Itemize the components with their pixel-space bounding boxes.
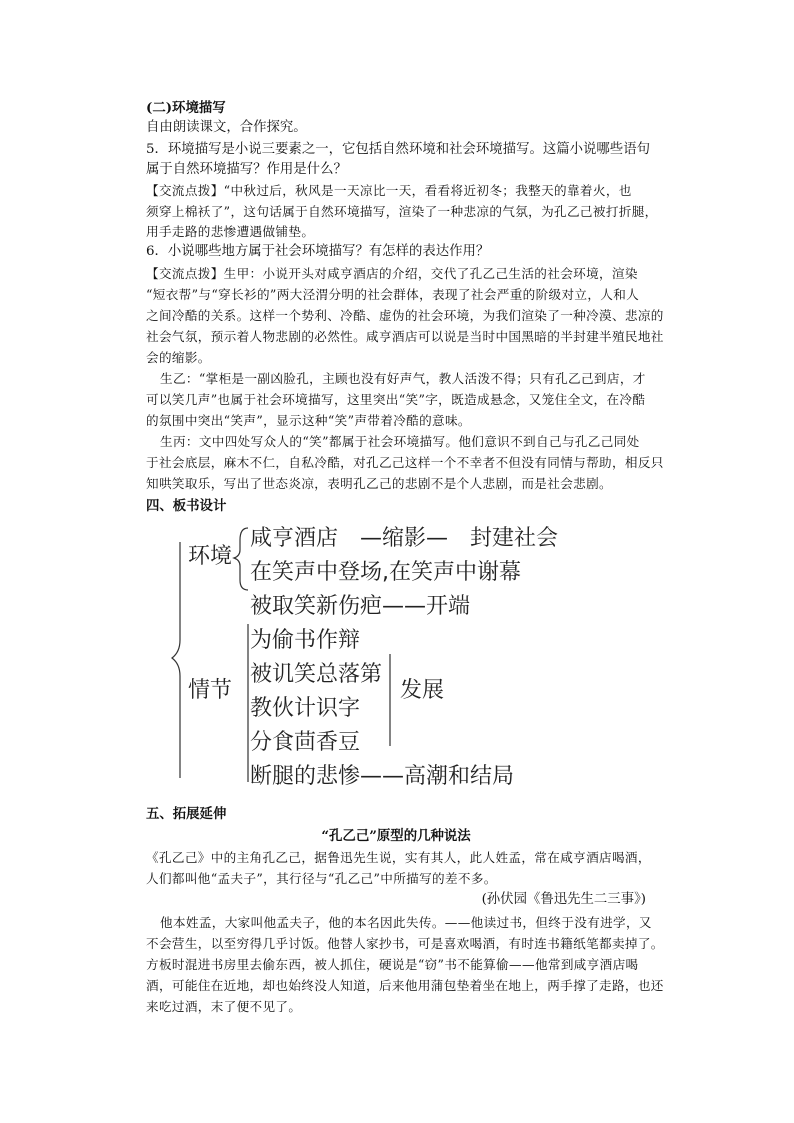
board-label-development: 发展 [400, 678, 445, 703]
answer-6-b-line-2: 可以笑几声”也属于社会环境描写，这里突出“笑”字，既造成悬念，又笼住全文，在冷酷 [146, 392, 646, 407]
section-heading-board-design: 四、板书设计 [146, 498, 227, 514]
answer-6-line-2: “短衣帮”与“穿长衫的”两大泾渭分明的社会群体，表现了社会严重的阶级对立，人和人 [146, 287, 640, 302]
article-line-2: 人们都叫他“孟夫子”，其行径与“孔乙己”中所描写的差不多。 [146, 871, 497, 886]
board-env-line-1: 咸亨酒店 —缩影— 封建社会 [250, 526, 559, 551]
answer-6-c-line-1: 生丙：文中四处写众人的“笑”都属于社会环境描写。他们意识不到自己与孔乙己同处 [160, 434, 640, 449]
board-label-environment: 环境 [188, 544, 233, 569]
environment-brace [234, 528, 248, 590]
board-plot-line-6: 断腿的悲惨——高潮和结局 [250, 764, 515, 789]
article-line-7: 来吃过酒，末了便不见了。 [146, 999, 302, 1014]
board-plot-line-2: 为偷书作辩 [250, 628, 361, 653]
article-source: (孙伏园《鲁迅先生二三事》) [481, 892, 646, 907]
section-heading-environment: (二)环境描写 [146, 100, 226, 116]
board-env-line-2: 在笑声中登场,在笑声中谢幕 [250, 560, 521, 585]
board-plot-line-5: 分食茴香豆 [250, 730, 361, 755]
answer-6-c-line-3: 知哄笑取乐，写出了世态炎凉，表明孔乙己的悲剧不是个人悲剧，而是社会悲剧。 [146, 476, 612, 491]
question-6-line: 6．小说哪些地方属于社会环境描写？有怎样的表达作用？ [146, 244, 490, 259]
board-design-diagram [168, 520, 588, 796]
answer-6-line-4: 社会气氛，预示着人物悲剧的必然性。咸亨酒店可以说是当时中国黑暗的半封建半殖民地社 [146, 329, 664, 344]
answer-6-line-5: 会的缩影。 [146, 350, 211, 365]
answer-5-line-2: 须穿上棉袄了”，这句话属于自然环境描写，渲染了一种悲凉的气氛，为孔乙己被打折腿， [146, 204, 658, 219]
answer-5-line-1: 【交流点拨】“中秋过后，秋风是一天凉比一天，看看将近初冬；我整天的靠着火，也 [146, 183, 632, 198]
answer-6-b-line-3: 的氛围中突出“笑声”，显示这种“笑”声带着冷酷的意味。 [146, 413, 471, 428]
answer-6-b-line-1: 生乙：“掌柜是一副凶脸孔，主顾也没有好声气，教人活泼不得；只有孔乙己到店，才 [160, 371, 646, 386]
answer-5-line-3: 用手走路的悲惨遭遇做铺垫。 [146, 224, 315, 239]
board-plot-line-4: 教伙计识字 [250, 696, 361, 721]
article-title: “孔乙己”原型的几种说法 [321, 828, 471, 844]
section-heading-extension: 五、拓展延伸 [146, 806, 227, 822]
outer-brace [172, 542, 180, 778]
answer-6-c-line-2: 于社会底层，麻木不仁，自私冷酷，对孔乙己这样一个不幸者不但没有同情与帮助，相反只 [146, 455, 664, 470]
article-line-3: 他本姓孟，大家叫他孟夫子，他的本名因此失传。——他读过书，但终于没有进学，又 [160, 915, 652, 930]
article-line-5: 方板时混进书房里去偷东西，被人抓住，硬说是“窃”书不能算偷——他常到咸亨酒店喝 [146, 957, 639, 972]
question-5-line-1: 5．环境描写是小说三要素之一，它包括自然环境和社会环境描写。这篇小说哪些语句 [146, 142, 650, 157]
article-line-6: 酒，可能住在近地，却也始终没人知道，后来他用蒲包垫着坐在地上，两手撑了走路，也还 [146, 978, 664, 993]
board-label-plot: 情节 [188, 678, 233, 703]
article-line-4: 不会营生，以至穷得几乎讨饭。他替人家抄书，可是喜欢喝酒，有时连书籍纸笔都卖掉了。 [146, 936, 664, 951]
article-line-1: 《孔乙己》中的主角孔乙己，据鲁迅先生说，实有其人，此人姓孟，常在咸亨酒店喝酒， [146, 850, 651, 865]
board-plot-line-3: 被讥笑总落第 [250, 662, 383, 687]
board-plot-line-1: 被取笑新伤疤——开端 [250, 594, 471, 619]
question-5-line-2: 属于自然环境描写？作用是什么？ [146, 162, 347, 177]
answer-6-line-1: 【交流点拨】生甲：小说开头对咸亨酒店的介绍，交代了孔乙己生活的社会环境，渲染 [146, 266, 638, 281]
answer-6-line-3: 之间冷酷的关系。这样一个势利、冷酷、虚伪的社会环境，为我们渲染了一种冷漠、悲凉的 [146, 308, 664, 323]
paragraph-line: 自由朗读课文，合作探究。 [146, 120, 307, 135]
